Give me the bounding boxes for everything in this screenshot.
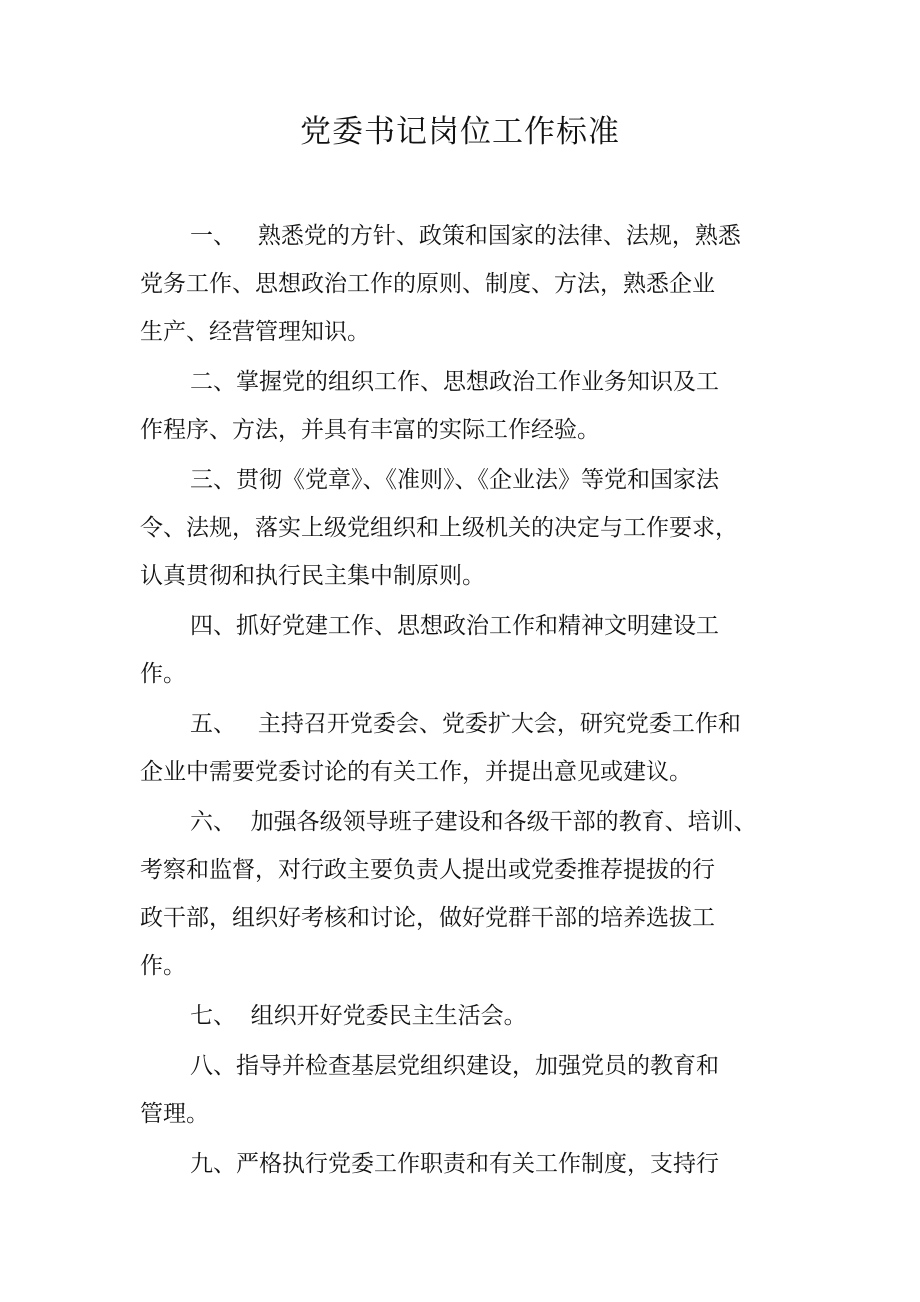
paragraph-line: 七、 组织开好党委民主生活会。 bbox=[190, 1003, 527, 1029]
paragraph-line: 二、掌握党的组织工作、思想政治工作业务知识及工 bbox=[190, 369, 719, 395]
paragraph-line: 作。 bbox=[140, 953, 186, 979]
document-body bbox=[140, 212, 790, 1190]
paragraph-line: 企业中需要党委讨论的有关工作，并提出意见或建议。 bbox=[140, 759, 692, 785]
paragraph-7 bbox=[140, 992, 790, 1040]
paragraph-line: 一、 熟悉党的方针、政策和国家的法律、法规，熟悉 bbox=[190, 223, 741, 249]
paragraph-line: 八、指导并检查基层党组织建设，加强党员的教育和 bbox=[190, 1053, 719, 1079]
paragraph-line: 管理。 bbox=[140, 1101, 209, 1127]
paragraph-line: 六、 加强各级领导班子建设和各级干部的教育、培训、 bbox=[190, 809, 757, 835]
paragraph-line: 党务工作、思想政治工作的原则、制度、方法，熟悉企业 bbox=[140, 271, 715, 297]
paragraph-line: 三、贯彻《党章》、《准则》、《企业法》等党和国家法 bbox=[190, 467, 719, 493]
document-title: 党委书记岗位工作标准 bbox=[300, 114, 620, 150]
paragraph-9 bbox=[140, 1140, 790, 1188]
paragraph-line: 生产、经营管理知识。 bbox=[140, 319, 370, 345]
paragraph-line: 九、严格执行党委工作职责和有关工作制度，支持行 bbox=[190, 1151, 719, 1177]
paragraph-8 bbox=[140, 1042, 790, 1138]
paragraph-3 bbox=[140, 456, 790, 600]
paragraph-line: 五、 主持召开党委会、党委扩大会，研究党委工作和 bbox=[190, 711, 741, 737]
paragraph-line: 认真贯彻和执行民主集中制原则。 bbox=[140, 563, 485, 589]
paragraph-line: 政干部，组织好考核和讨论，做好党群干部的培养选拔工 bbox=[140, 905, 715, 931]
paragraph-line: 四、抓好党建工作、思想政治工作和精神文明建设工 bbox=[190, 613, 719, 639]
paragraph-line: 作程序、方法，并具有丰富的实际工作经验。 bbox=[140, 417, 600, 443]
paragraph-6 bbox=[140, 798, 790, 990]
paragraph-line: 令、法规，落实上级党组织和上级机关的决定与工作要求， bbox=[140, 515, 738, 541]
paragraph-1 bbox=[140, 212, 790, 356]
paragraph-2 bbox=[140, 358, 790, 454]
paragraph-4 bbox=[140, 602, 790, 698]
paragraph-line: 作。 bbox=[140, 661, 186, 687]
paragraph-5 bbox=[140, 700, 790, 796]
paragraph-line: 考察和监督，对行政主要负责人提出或党委推荐提拔的行 bbox=[140, 857, 715, 883]
